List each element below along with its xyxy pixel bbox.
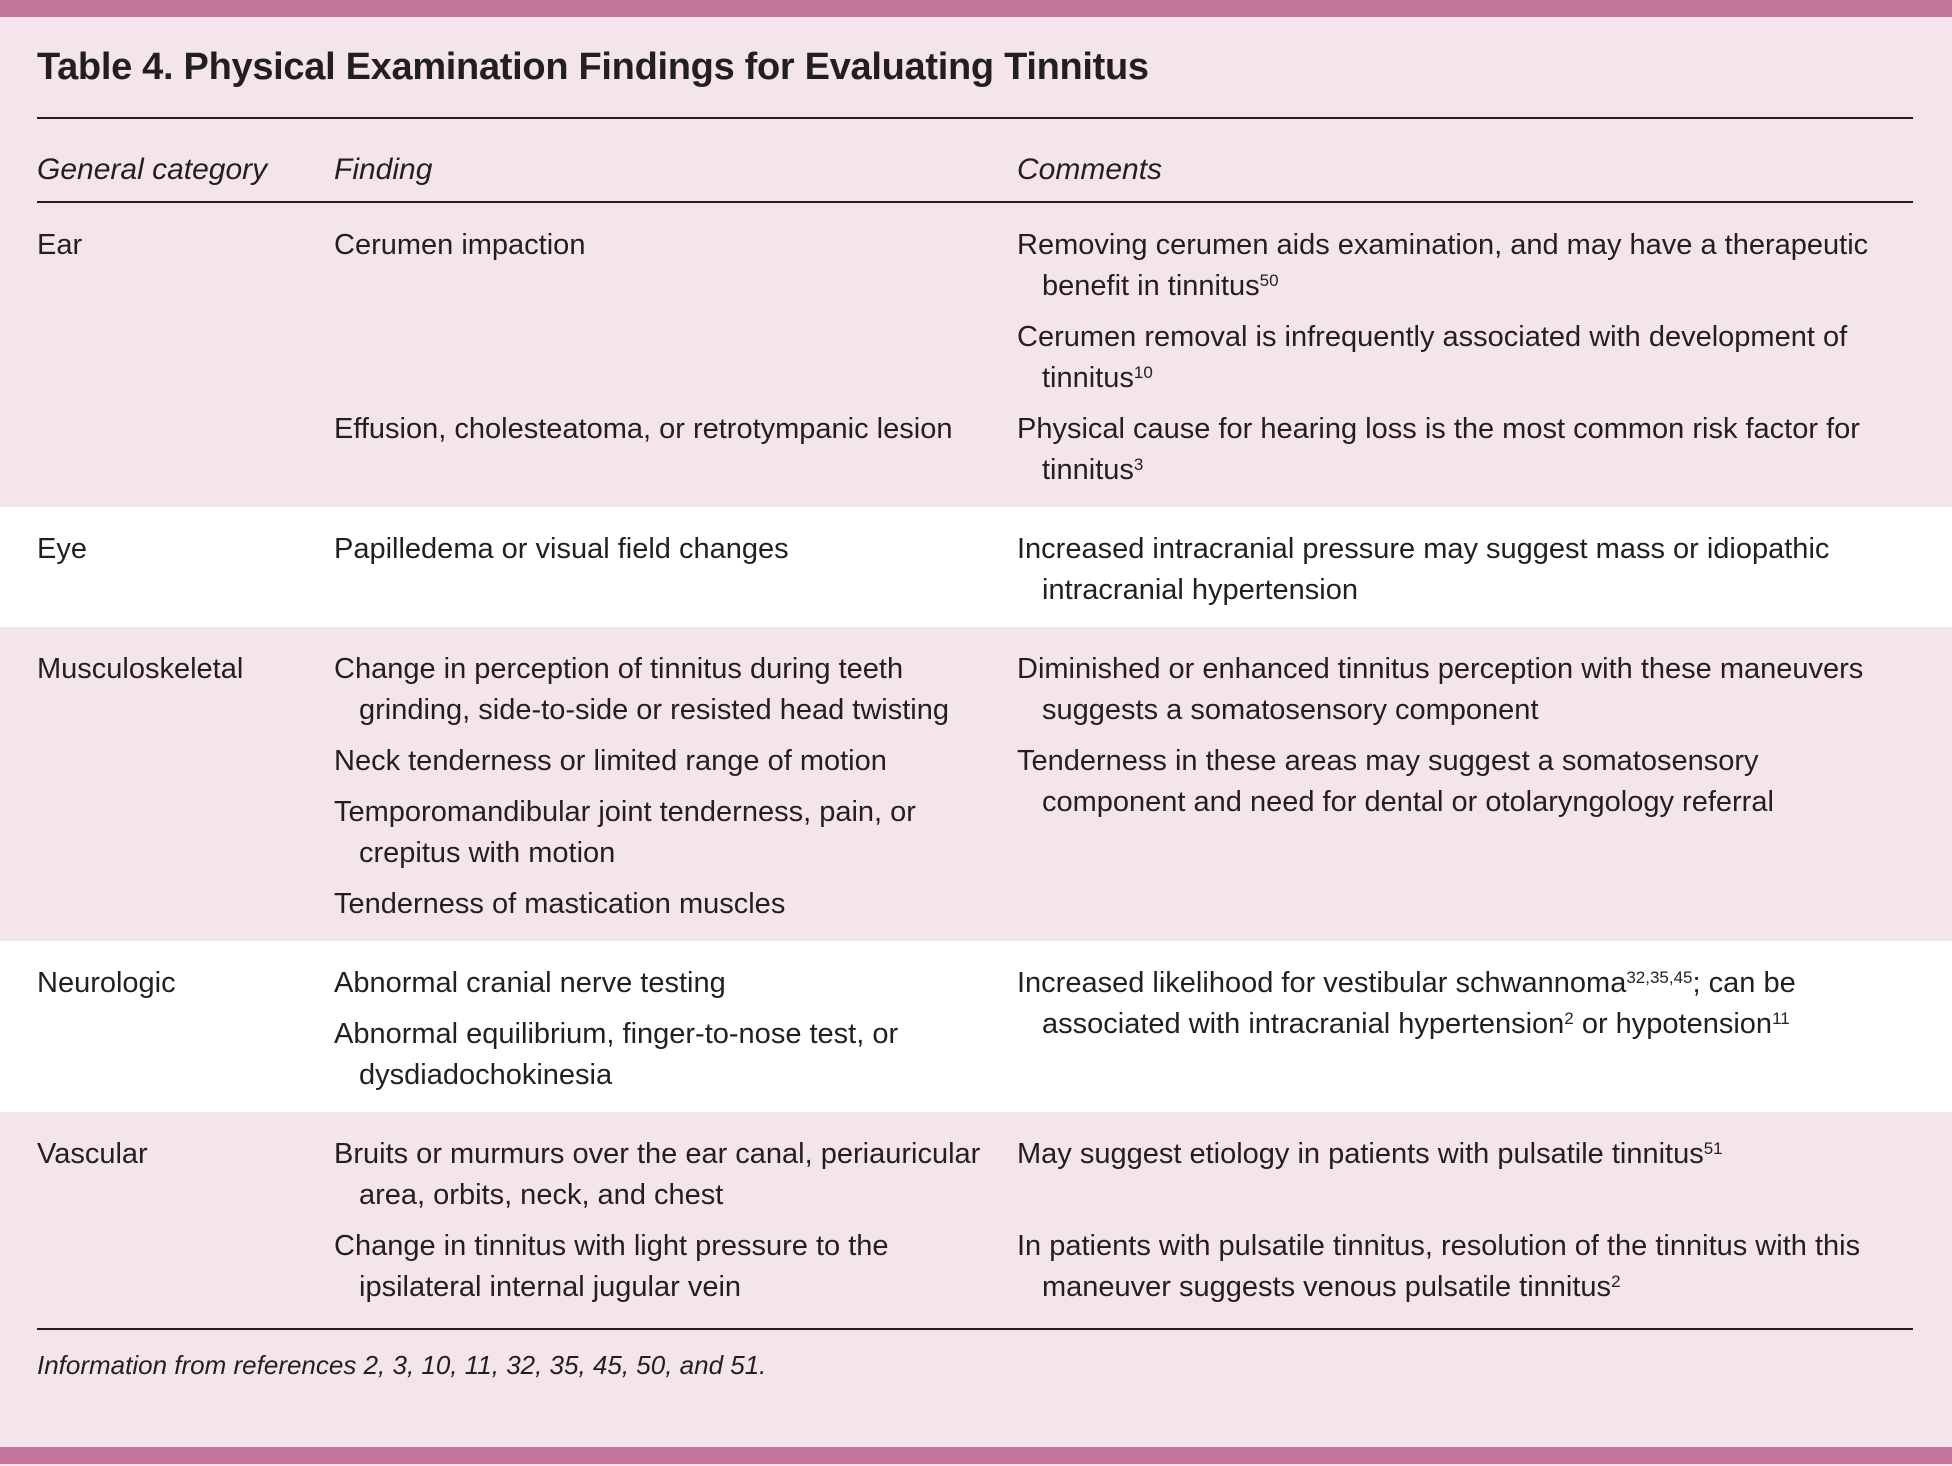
title-rule bbox=[37, 117, 1913, 119]
comment-cell: May suggest etiology in patients with pulsatile tinnitus$^{51}$ bbox=[1017, 1138, 1723, 1170]
category-cell: Eye bbox=[37, 533, 87, 565]
table-row-neurologic bbox=[0, 941, 1952, 1112]
table-body bbox=[0, 203, 1952, 1381]
category-cell: Ear bbox=[37, 229, 83, 261]
header-comments: Comments bbox=[1017, 153, 1163, 186]
bottom-rule bbox=[37, 1328, 1913, 1330]
finding-cell: Neck tenderness or limited range of motion bbox=[334, 745, 887, 777]
comment-cell: Cerumen removal is infrequently associated with development of tinnitus$^{10}$ bbox=[1017, 321, 1848, 394]
comment-cell: Increased intracranial pressure may suggest mass or idiopathic intracranial hypertension bbox=[1017, 533, 1830, 606]
table-header bbox=[37, 153, 1913, 187]
comment-cell: Increased likelihood for vestibular schwannoma$^{32,35,45}$; can be associated with intracranial hypertension$^2$ or hypotension$^{11}$ bbox=[1017, 967, 1796, 1040]
table-row-ear bbox=[0, 203, 1952, 507]
comment-cell: Diminished or enhanced tinnitus perception with these maneuvers suggests a somatosensory component bbox=[1017, 653, 1864, 726]
header-category: General category bbox=[37, 153, 268, 186]
finding-cell: Abnormal cranial nerve testing bbox=[334, 967, 726, 999]
finding-cell: Tenderness of mastication muscles bbox=[334, 888, 786, 920]
finding-cell: Cerumen impaction bbox=[334, 229, 586, 261]
comment-cell: Physical cause for hearing loss is the most common risk factor for tinnitus$^3$ bbox=[1017, 413, 1860, 486]
comment-cell: In patients with pulsatile tinnitus, resolution of the tinnitus with this maneuver suggests venous pulsatile tinnitus$^2$ bbox=[1017, 1230, 1861, 1303]
footnote: Information from references 2, 3, 10, 11, 32, 35, 45, 50, and 51. bbox=[37, 1350, 767, 1380]
category-cell: Musculoskeletal bbox=[37, 653, 244, 685]
category-cell: Vascular bbox=[37, 1138, 148, 1170]
finding-cell: Change in tinnitus with light pressure to the ipsilateral internal jugular vein bbox=[334, 1230, 889, 1303]
finding-cell: Bruits or murmurs over the ear canal, periauricular area, orbits, neck, and chest bbox=[334, 1138, 981, 1211]
finding-cell: Abnormal equilibrium, finger-to-nose test, or dysdiadochokinesia bbox=[334, 1018, 899, 1091]
finding-cell: Effusion, cholesteatoma, or retrotympanic lesion bbox=[334, 413, 953, 445]
table-title: Table 4. Physical Examination Findings for Evaluating Tinnitus bbox=[37, 46, 1149, 88]
table-row-eye bbox=[0, 507, 1952, 627]
comment-cell: Tenderness in these areas may suggest a somatosensory component and need for dental or otolaryngology referral bbox=[1017, 745, 1774, 818]
header-finding: Finding bbox=[334, 153, 433, 186]
finding-cell: Papilledema or visual field changes bbox=[334, 533, 789, 565]
comment-cell: Removing cerumen aids examination, and may have a therapeutic benefit in tinnitus$^{50}$ bbox=[1017, 229, 1869, 302]
finding-cell: Temporomandibular joint tenderness, pain, or crepitus with motion bbox=[334, 796, 916, 869]
bottom-accent-bar bbox=[0, 1447, 1952, 1464]
top-accent-bar bbox=[0, 0, 1952, 17]
table-row-musculoskeletal bbox=[0, 627, 1952, 941]
finding-cell: Change in perception of tinnitus during teeth grinding, side-to-side or resisted head twisting bbox=[334, 653, 949, 726]
category-cell: Neurologic bbox=[37, 967, 176, 999]
table-row-vascular bbox=[0, 1112, 1952, 1328]
